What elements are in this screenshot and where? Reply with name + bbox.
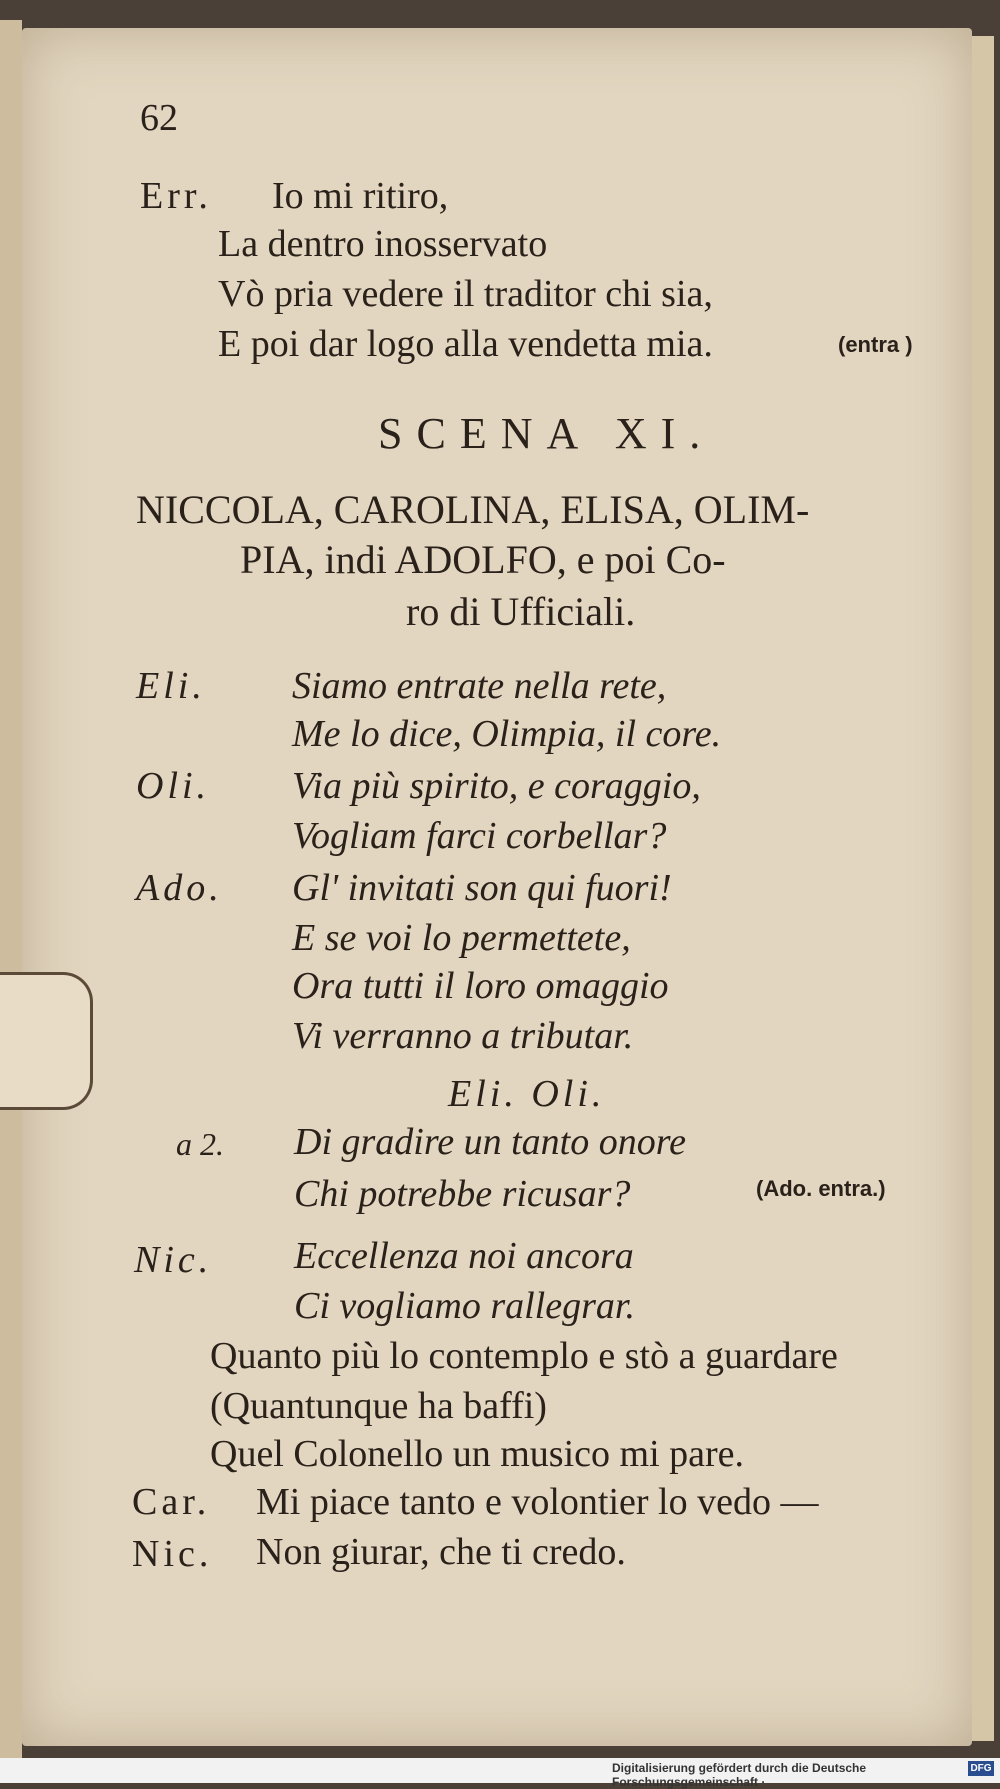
speaker-label: Eli. Oli. [448,1073,606,1115]
stage-direction: (entra ) [838,332,913,357]
verse-line: Vò pria vedere il traditor chi sia, [218,273,713,315]
speaker-label: Nic. [134,1239,213,1281]
verse-line: Io mi ritiro, [272,175,449,217]
verse-line: Vi verranno a tributar. [292,1015,634,1057]
footer-credit: Digitalisierung gefördert durch die Deutsche Forschungsgemeinschaft · [612,1761,867,1789]
verse-line: E se voi lo permettete, [292,917,631,959]
character-list: NICCOLA, CAROLINA, ELISA, OLIM- [136,487,810,532]
verse-line: Ci vogliamo rallegrar. [294,1285,635,1327]
speaker-label: Oli. [136,765,211,807]
verse-line: Vogliam farci corbellar? [292,815,667,857]
verse-line: Non giurar, che ti credo. [256,1531,626,1573]
verse-line: Siamo entrate nella rete, [292,665,667,707]
verse-line: La dentro inosservato [218,223,548,265]
speaker-label: Car. [132,1481,211,1523]
speaker-label: a 2. [176,1126,224,1162]
book-left-edge [0,20,22,1760]
verse-line: Chi potrebbe ricusar? [294,1173,631,1215]
verse-line: Mi piace tanto e volontier lo vedo — [256,1481,819,1523]
verse-line: Me lo dice, Olimpia, il core. [292,713,722,755]
speaker-label: Err. [140,175,212,217]
verse-line: Via più spirito, e coraggio, [292,765,701,807]
verse-line: Gl' invitati son qui fuori! [292,867,672,909]
dfg-logo: DFG [968,1761,994,1776]
stage-direction: (Ado. entra.) [756,1176,886,1201]
verse-line: Quel Colonello un musico mi pare. [210,1433,745,1475]
verse-line: Eccellenza noi ancora [294,1235,634,1277]
speaker-label: Nic. [132,1533,213,1575]
verse-line: (Quantunque ha baffi) [210,1385,547,1427]
speaker-label: Ado. [136,867,223,909]
scene-title: SCENA XI. [378,409,715,458]
page-edge [972,36,994,1741]
character-list: PIA, indi ADOLFO, e poi Co- [240,537,726,582]
page-number: 62 [140,97,178,139]
character-list: ro di Ufficiali. [406,589,636,634]
verse-line: Di gradire un tanto onore [294,1121,686,1163]
speaker-label: Eli. [136,665,206,707]
paper-tab [0,972,93,1110]
verse-line: E poi dar logo alla vendetta mia. [218,323,713,365]
verse-line: Ora tutti il loro omaggio [292,965,669,1007]
verse-line: Quanto più lo contemplo e stò a guardare [210,1335,838,1377]
